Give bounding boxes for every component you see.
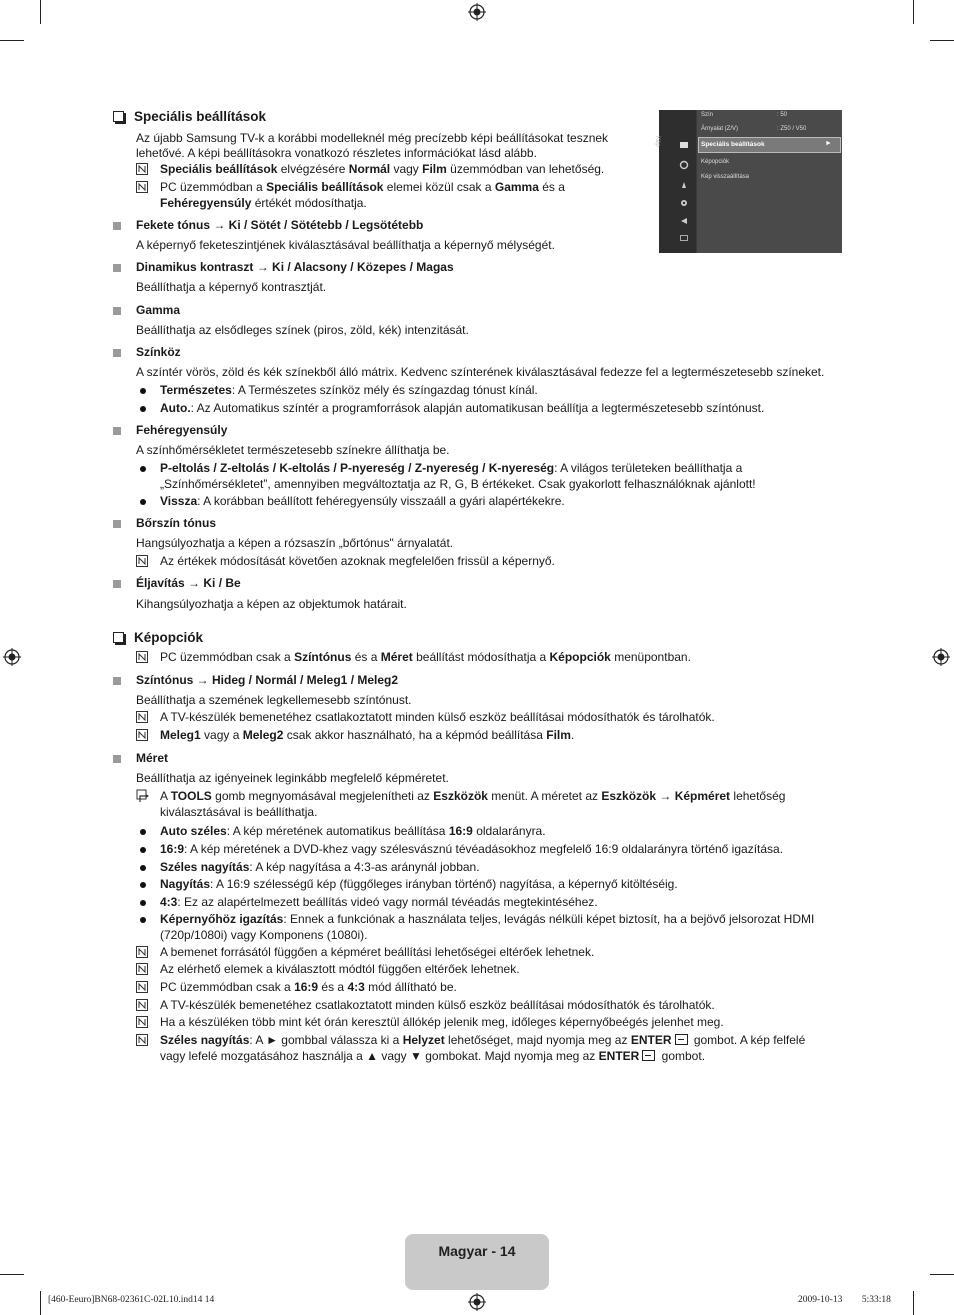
bullet-item: Képernyőhöz igazítás: Ennek a funkciónak a használata teljes, levágás nélküli képet biztosít, ha a bejövő jelsorozat HDMI (720p/1080i) vagy Komponens (1080i). — [136, 912, 846, 943]
bullet-dot-icon — [140, 847, 146, 853]
note-item: Ha a készüléken több mint két órán keresztül állókép jelenik meg, időleges képernyőbeégés jelenhet meg. — [136, 1015, 841, 1031]
crop-mark — [40, 0, 41, 24]
bullet-square-icon — [113, 520, 121, 528]
item-heading: Színtónus → Hideg / Normál / Meleg1 / Meleg2 — [136, 673, 399, 687]
bullet-item: Nagyítás: A 16:9 szélességű kép (függőleges irányban történő) nagyítása, a képernyő kitöltéséig. — [136, 877, 841, 893]
paragraph: Kihangsúlyozhatja a képen az objektumok határait. — [136, 597, 407, 611]
bullet-dot-icon — [140, 499, 146, 505]
note-icon — [136, 651, 148, 663]
note-item: Az értékek módosítását követően azoknak megfelelően frissül a képernyő. — [136, 554, 841, 570]
note-item: PC üzemmódban csak a 16:9 és a 4:3 mód állítható be. — [136, 980, 841, 996]
note-item: Meleg1 vagy a Meleg2 csak akkor használható, ha a képmód beállítása Film. — [136, 728, 841, 744]
note-icon — [136, 946, 148, 958]
crop-mark — [0, 40, 24, 41]
bullet-item: Auto.: Az Automatikus színtér a programforrások alapján automatikusan beállítja a legtermészetesebb színtónust. — [136, 401, 841, 417]
paragraph: A képernyő feketeszintjének kiválasztásával beállíthatja a képernyő mélységét. — [136, 238, 555, 252]
paragraph: Az újabb Samsung TV-k a korábbi modelleknél még precízebb képi beállításokat tesznek — [136, 131, 609, 145]
bullet-square-icon — [113, 264, 121, 272]
note-item: PC üzemmódban a Speciális beállítások elemei közül csak a Gamma és a Fehéregyensúly értékét módosíthatja. — [136, 180, 841, 211]
bullet-item: Auto széles: A kép méretének automatikus beállítása 16:9 oldalarányra. — [136, 824, 841, 840]
note-icon — [136, 181, 148, 193]
enter-icon — [642, 1050, 655, 1061]
menu-item-label: Kép visszaállítása — [701, 174, 750, 180]
note-item: PC üzemmódban csak a Színtónus és a Méret beállítást módosíthatja a Képopciók menüpontban. — [136, 650, 841, 666]
bullet-square-icon — [113, 677, 121, 685]
checkbox-icon — [113, 111, 124, 122]
note-icon — [136, 963, 148, 975]
bullet-item: Természetes: A Természetes színköz mély és színgazdag tónust kínál. — [136, 383, 841, 399]
paragraph: A színhőmérsékletet természetesebb színekre állíthatja be. — [136, 443, 450, 457]
menu-item-arrow: ► — [825, 140, 832, 147]
paragraph: Beállíthatja az igényeinek leginkább megfelelő képméretet. — [136, 771, 449, 785]
note-icon — [136, 555, 148, 567]
registration-mark-icon — [3, 648, 21, 666]
bullet-dot-icon — [140, 917, 146, 923]
bullet-dot-icon — [140, 829, 146, 835]
paragraph: Beállíthatja a szemének legkellemesebb színtónust. — [136, 693, 412, 707]
bullet-square-icon — [113, 427, 121, 435]
crop-mark — [913, 0, 914, 24]
note-item: A TV-készülék bemenetéhez csatlakoztatott minden külső eszköz beállításai módosíthatók és tárolhatók. — [136, 710, 841, 726]
paragraph: Hangsúlyozhatja a képen a rózsaszín „bőrtónus" árnyalatát. — [136, 536, 454, 550]
note-icon — [136, 729, 148, 741]
bullet-item: P-eltolás / Z-eltolás / K-eltolás / P-nyereség / Z-nyereség / K-nyereség: A világos területeken beállíthatja a „Színhőmérsékletet”, amennyiben megváltoztatja az R, G, B értékeket. Csak gyakorlott felhasználóknak ajánlott! — [136, 461, 851, 492]
bullet-item: Széles nagyítás: A kép nagyítása a 4:3-as aránynál jobban. — [136, 860, 841, 876]
item-heading: Dinamikus kontraszt → Ki / Alacsony / Közepes / Magas — [136, 260, 454, 274]
bullet-dot-icon — [140, 865, 146, 871]
page-label: Magyar - 14 — [438, 1243, 516, 1259]
bullet-square-icon — [113, 349, 121, 357]
note-item: Speciális beállítások elvégzésére Normál vagy Film üzemmódban van lehetőség. — [136, 162, 841, 178]
bullet-dot-icon — [140, 388, 146, 394]
item-heading: Fekete tónus → Ki / Sötét / Sötétebb / Legsötétebb — [136, 218, 424, 232]
bullet-dot-icon — [140, 406, 146, 412]
registration-mark-icon — [468, 1293, 486, 1311]
crop-mark — [930, 40, 954, 41]
crop-mark — [913, 1291, 914, 1315]
bullet-square-icon — [113, 222, 121, 230]
section-heading-képopciók: Képopciók — [113, 630, 203, 645]
note-icon — [136, 1016, 148, 1028]
note-icon — [136, 163, 148, 175]
note-icon — [136, 1034, 148, 1046]
menu-item-label: Szín — [701, 112, 714, 118]
crop-mark — [930, 1274, 954, 1275]
menu-item-label: Képopciók — [701, 159, 730, 165]
bullet-square-icon — [113, 307, 121, 315]
registration-mark-icon — [932, 648, 950, 666]
paragraph: A színtér vörös, zöld és kék színekből álló mátrix. Kedvenc színterének kiválasztásával fedezze fel a legtermészetesebb színeket. — [136, 365, 825, 379]
crop-mark — [0, 1274, 24, 1275]
note-item: A TV-készülék bemenetéhez csatlakoztatott minden külső eszköz beállításai módosíthatók és tárolhatók. — [136, 998, 841, 1014]
menu-item-label: Speciális beállítások — [701, 141, 765, 148]
bullet-square-icon — [113, 580, 121, 588]
paragraph: Beállíthatja a képernyő kontrasztját. — [136, 280, 327, 294]
bullet-item: 4:3: Ez az alapértelmezett beállítás videó vagy normál tévéadás megtekintéséhez. — [136, 895, 841, 911]
item-heading: Bőrszín tónus — [136, 516, 216, 530]
bullet-square-icon — [113, 755, 121, 763]
paragraph: Beállíthatja az elsődleges színek (piros, zöld, kék) intenzitását. — [136, 323, 469, 337]
page-number-badge — [405, 1234, 549, 1290]
item-heading: Fehéregyensúly — [136, 423, 228, 437]
registration-mark-icon — [468, 3, 486, 21]
bullet-item: Vissza: A korábban beállított fehéregyensúly visszaáll a gyári alapértékekre. — [136, 494, 841, 510]
enter-icon — [675, 1034, 688, 1045]
bullet-item: 16:9: A kép méretének a DVD-khez vagy szélesvásznú tévéadásokhoz megfelelő 16:9 oldalarányra történő igazítása. — [136, 842, 841, 858]
crop-mark — [40, 1291, 41, 1315]
menu-item-value: : Z50 / V50 — [777, 126, 807, 132]
item-heading: Méret — [136, 751, 169, 765]
footer-date: 2009-10-13 ￿￿ 5:33:18 — [798, 1295, 891, 1305]
item-heading: Gamma — [136, 303, 181, 317]
tools-icon — [136, 789, 150, 803]
bullet-dot-icon — [140, 900, 146, 906]
note-icon — [136, 999, 148, 1011]
item-heading: Színköz — [136, 345, 181, 359]
paragraph: lehetővé. A képi beállításokra vonatkozó részletes információkat lásd alább. — [136, 146, 537, 160]
note-item: Az elérhető elemek a kiválasztott módtól függően eltérőek lehetnek. — [136, 962, 841, 978]
section-heading-speciális: Speciális beállítások — [113, 109, 266, 124]
bullet-dot-icon — [140, 466, 146, 472]
bullet-dot-icon — [140, 882, 146, 888]
menu-item-value: : 50 — [777, 112, 788, 118]
note-item: A bemenet forrásától függően a képméret beállítási lehetőségei eltérőek lehetnek. — [136, 945, 841, 961]
checkbox-icon — [113, 632, 124, 643]
tools-note-item: A TOOLS gomb megnyomásával megjelenítheti az Eszközök menüt. A méretet az Eszközök → Képméret lehetőség kiválasztásával is beállíthatja. — [136, 789, 841, 820]
menu-item-label: Árnyalat (Z/V) — [701, 126, 739, 132]
note-item: Széles nagyítás: A ► gombbal válassza ki a Helyzet lehetőséget, majd nyomja meg az ENTER gombot. A kép felfelé vagy lefelé mozgatásához használja a ▲ vagy ▼ gombokat. Majd nyomja meg az ENTER gombot. — [136, 1033, 841, 1064]
note-icon — [136, 981, 148, 993]
note-icon — [136, 711, 148, 723]
menu-tab-label: Kép — [654, 136, 660, 147]
item-heading: Éljavítás → Ki / Be — [136, 576, 241, 590]
footer-file-info: [460-Eeuro]BN68-02361C-02L10.ind14 14 — [48, 1295, 215, 1305]
